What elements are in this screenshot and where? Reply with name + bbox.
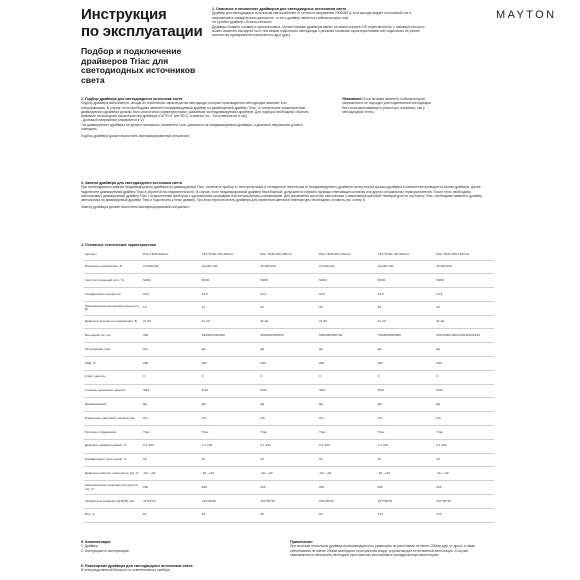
section-1-para: Драйверы бывают токовые и мультитоковые. Мультитоковые драйверы имеют на своем корпусе DIP-переключатель, с помощью которого можно изменять выходной ток и тем самым подключать светодиоды с разными токовыми характеристиками или подключать их разное количество одновременно параллельно друг другу. — [212, 24, 425, 38]
spec-value-cell: PSL-TR46-550-700mA — [318, 251, 377, 260]
spec-value-cell: ≥0.9 — [259, 288, 318, 302]
spec-value-cell: 50/60 — [201, 274, 260, 288]
spec-value-cell: -20...+40 — [142, 467, 201, 481]
spec-value-cell: ≤65 — [318, 481, 377, 495]
spec-value-cell: 94 — [318, 508, 377, 522]
spec-label-cell: Входящее напряжение, В — [84, 260, 142, 274]
spec-value-cell: 350/400/450/500 — [259, 329, 318, 343]
spec-value-cell: 170 — [377, 508, 436, 522]
spec-row — [84, 288, 494, 302]
spec-row — [84, 384, 494, 398]
spec-value-cell: ≥0.9 — [318, 288, 377, 302]
spec-value-cell: Да — [377, 343, 436, 357]
spec-label-cell: Вес, гр — [84, 508, 142, 522]
spec-value-cell: Да — [201, 343, 260, 357]
spec-label-cell: Изменение цветовой температуры — [84, 412, 142, 426]
spec-value-cell: 550/600/650/700 — [318, 329, 377, 343]
spec-label-cell: Класс защиты — [84, 370, 142, 384]
spec-value-cell: 0.1-100 — [377, 439, 436, 453]
spec-value-cell: IP20 — [318, 384, 377, 398]
spec-value-cell: AC180-240 — [318, 260, 377, 274]
spec-row — [84, 495, 494, 509]
spec-label-cell: Диммирование — [84, 398, 142, 412]
spec-value-cell: 130*38*20 — [201, 495, 260, 509]
spec-row — [84, 260, 494, 274]
spec-row — [84, 357, 494, 371]
spec-label-cell: Коэффициент пуль-сации, % — [84, 453, 142, 467]
spec-value-cell: 167*38*30 — [377, 495, 436, 509]
spec-value-cell: ≤5 — [142, 453, 201, 467]
brand-logo: MAYTON — [496, 9, 557, 21]
section-1-heading: 1. Описание и назначение драйверов для светодиодных источников света — [212, 7, 347, 11]
spec-value-cell: AC180-240 — [142, 260, 201, 274]
spec-value-cell: 151*38*30 — [259, 495, 318, 509]
spec-value-cell: ≤5 — [259, 453, 318, 467]
remark-text: При монтаже нескольких драйверов рекомендуется их размещать на расстоянии не менее 200мм друг от друга, а также обеспечивать не менее 200мм свободного пространства вокруг устройства для естественной вентиляции. В случае невозможности обеспечить свободное пространство использовать принудительную вентиляцию. — [290, 544, 476, 557]
spec-value-cell: II — [435, 370, 494, 384]
spec-label-cell: Регулировка тока — [84, 343, 142, 357]
remark-heading: Примечание: — [290, 540, 314, 544]
spec-value-cell: 151*38*30 — [318, 495, 377, 509]
spec-value-cell: ≤5 — [377, 453, 436, 467]
attention-note — [342, 97, 434, 114]
spec-value-cell: AC180-240 — [259, 260, 318, 274]
spec-value-cell: AC180-240 — [377, 260, 436, 274]
spec-value-cell: 62 — [142, 508, 201, 522]
section-package — [81, 540, 261, 553]
spec-row — [84, 274, 494, 288]
spec-value-cell: 21-40 — [259, 315, 318, 329]
spec-value-cell: ≥80 — [142, 357, 201, 371]
section-4-heading: 4. Основные технические характеристики — [81, 243, 156, 247]
spec-value-cell: ≥0.9 — [435, 288, 494, 302]
section-2-para: Ток диммируемого драйвера не должен превышать показатели тока, указанные на неадиммируемом драйвере, а диапазон напряжения должен совпадать. — [81, 123, 303, 132]
document-title — [81, 6, 203, 40]
spec-row — [84, 370, 494, 384]
spec-value-cell: 21-40 — [318, 315, 377, 329]
spec-value-cell: 170 — [435, 508, 494, 522]
spec-value-cell: Нет — [201, 412, 260, 426]
spec-label-cell: Артикул — [84, 251, 142, 260]
spec-label-cell: Степень пылевлаго защиты — [84, 384, 142, 398]
package-item: 1. Драйвер — [81, 544, 98, 549]
spec-row — [84, 481, 494, 495]
spec-value-cell: Triac — [201, 426, 260, 440]
spec-value-cell: 750/800/850/950 — [377, 329, 436, 343]
section-5-heading: 5. Комплектация — [81, 540, 111, 544]
spec-value-cell: ≤65 — [142, 481, 201, 495]
spec-value-cell: ≥80 — [201, 357, 260, 371]
remark-block — [290, 540, 490, 557]
spec-value-cell: ≤65 — [435, 481, 494, 495]
section-1-para: Драйвер для светодиодных источников света работает от сетевого напряжения 230В/50Гц, а на выходе выдает постоянный ток и напряжение в определенном диапазоне, то есть драйвер является стабилизатором тока. — [212, 11, 411, 20]
spec-label-cell: Максимальная температура корпуса (tc), С° — [84, 481, 142, 495]
spec-value-cell: 0.1-100 — [201, 439, 260, 453]
spec-value-cell: Да — [377, 398, 436, 412]
spec-row — [84, 467, 494, 481]
spec-value-cell: 20 — [259, 301, 318, 315]
spec-label-cell: КПД, % — [84, 357, 142, 371]
spec-label-cell: Габаритные размеры (Д*Ш*В), мм — [84, 495, 142, 509]
spec-value-cell: Нет — [377, 412, 436, 426]
spec-value-cell: ≤65 — [201, 481, 260, 495]
spec-value-cell: 44*44*23 — [142, 495, 201, 509]
attention-text: Блок питания является стабилизатором напряжения и не подходит для подключения светодиодов без токоограничивающего резистора, например, как у светодиодной ленты. — [342, 97, 431, 114]
spec-value-cell: PSL-TR46-750-950mA — [377, 251, 436, 260]
spec-value-cell: Да — [201, 398, 260, 412]
spec-value-cell: Triac — [142, 426, 201, 440]
spec-label-cell: Выходной ток, мА — [84, 329, 142, 343]
spec-value-cell: AC180-240 — [435, 260, 494, 274]
spec-value-cell: 21-40 — [201, 315, 260, 329]
spec-value-cell: IP20 — [201, 384, 260, 398]
spec-value-cell: II — [377, 370, 436, 384]
spec-label-cell: Диапазон рабочих температур (tc), С° — [84, 467, 142, 481]
spec-value-cell: 50/60 — [318, 274, 377, 288]
section-3-para: Замену драйвера должен выполнить квалифицированный специалист. — [81, 204, 190, 209]
spec-label-cell: Диапазон диммиро-вания, % — [84, 439, 142, 453]
spec-value-cell: ≤65 — [259, 481, 318, 495]
spec-value-cell: 21-40 — [377, 315, 436, 329]
spec-value-cell: II — [318, 370, 377, 384]
spec-value-cell: 50/60 — [435, 274, 494, 288]
spec-value-cell: -20...+40 — [377, 467, 436, 481]
section-3-heading: 3. Замена драйвера для светодиодного источника света — [81, 181, 182, 185]
spec-value-cell: Да — [142, 398, 201, 412]
spec-value-cell: IP20 — [259, 384, 318, 398]
spec-value-cell: 50/60 — [377, 274, 436, 288]
section-placement — [81, 564, 261, 573]
spec-value-cell: 12 — [201, 301, 260, 315]
spec-value-cell: Нет — [435, 412, 494, 426]
title-line-2: по эксплуатации — [81, 23, 203, 40]
section-1-para: Не путайте драйвер с блоком питания! — [212, 20, 272, 25]
spec-value-cell: ≥80 — [318, 357, 377, 371]
section-driver-selection — [81, 97, 311, 138]
specifications-table — [84, 251, 494, 523]
document-subtitle: Подбор и подключение драйверов Triac для светодиодных источников света — [81, 46, 196, 85]
spec-value-cell: Нет — [142, 412, 201, 426]
spec-value-cell: ≤5 — [318, 453, 377, 467]
spec-label-cell: Диапазон выходного напряжения, В — [84, 315, 142, 329]
section-2-para: - Диапазон напряжения (измеряется в V) — [81, 118, 144, 123]
spec-label-cell: Частота питающей сети, Гц — [84, 274, 142, 288]
spec-value-cell: 35 — [377, 301, 436, 315]
spec-row — [84, 329, 494, 343]
spec-value-cell: 94 — [201, 508, 260, 522]
spec-value-cell: -20...+40 — [435, 467, 494, 481]
spec-value-cell: -20...+40 — [318, 467, 377, 481]
spec-value-cell: PSL-TR46-300mA — [142, 251, 201, 260]
spec-value-cell: Нет — [259, 412, 318, 426]
section-2-heading: 2. Подбор драйвера для светодиодного источника света — [81, 97, 183, 101]
section-6-heading: 6. Размещение драйвера для светодиодных источников света — [81, 564, 193, 568]
spec-label-cell: Коэффициент мощности — [84, 288, 142, 302]
spec-value-cell: 30 — [318, 301, 377, 315]
spec-row — [84, 315, 494, 329]
spec-value-cell: AC180-240 — [201, 260, 260, 274]
spec-value-cell: Triac — [259, 426, 318, 440]
section-2-para: Подбор драйвера выполняется, исходя из технических характеристик светодиода, которые производитель светодиодов заявляет в их спецификациях. В случае, если необходимо заменить неадиммируемый драйвер на диммируемый драйвер Triac, то технические характеристики диммируемого драйвера должны быть аналогичны характеристикам, указанным на неадиммируемом драйвере. Для подбора необходимо обратить внимание на выходные характеристики драйвера (OUTPUT или SEC), а именно на: - Ток (измеряется в mA) — [81, 101, 310, 118]
spec-value-cell: -20...+40 — [201, 467, 260, 481]
spec-value-cell: ≤5 — [201, 453, 260, 467]
spec-value-cell: 150/200/230/300 — [201, 329, 260, 343]
section-3-para: При необходимости замены неадиммируемого драйвера на диммируемый Triac, отключите прибор от электропитания и отсоедините светильник от неадиммируемого драйвера путем снятия крышки драйвера и извлечения проводов из клемм драйвера. Далее подключите диммируемый драйвер Triac в обратной последовательности. В случае, если неадиммируемый драйвер неразборный, допускается отрезать провода отвечающих колпачек или других специальных термоусилителей. После этого необходимо смонтировать диммируемый драйвер Triac с отделителями прибором с удлиненными проводами или специальными клеммниками. Для управления яркостью светильника с изменяемой цветовой температурой по протоколу Triac, необходимо заменить драйвер светильника на диммируемый драйвер Triac и подключить к нему диммер. При этом переключатель драйвера для изменения цветовой температуры необходимо оставить (см. схему 2). — [81, 185, 483, 202]
section-driver-replacement — [81, 181, 491, 209]
spec-value-cell: PSL-TR46-950-1200mA — [435, 251, 494, 260]
section-6-text: В непосредственной близости от осветительного прибора — [81, 568, 170, 573]
package-item: 2. Инструкция по эксплуатации — [81, 549, 129, 554]
spec-value-cell: 167*38*30 — [435, 495, 494, 509]
spec-value-cell: 0.1-100 — [318, 439, 377, 453]
spec-value-cell: 0.1-100 — [142, 439, 201, 453]
spec-value-cell: ≥80 — [259, 357, 318, 371]
spec-value-cell: Нет — [318, 412, 377, 426]
spec-value-cell: PSL-TR46-150-300mA — [201, 251, 260, 260]
spec-value-cell: IP20 — [435, 384, 494, 398]
spec-value-cell: IP54 — [142, 384, 201, 398]
spec-label-cell: Максимальная выходящая мощность, Вт — [84, 301, 142, 315]
spec-value-cell: ≥80 — [377, 357, 436, 371]
spec-value-cell: 950/1000/1050/1100/1150/1200 — [435, 329, 494, 343]
spec-value-cell: II — [201, 370, 260, 384]
spec-value-cell: Нет — [142, 343, 201, 357]
section-2-para: Подбор драйвера должен выполнить квалифицированный специалист. — [81, 134, 191, 139]
spec-value-cell: Да — [318, 343, 377, 357]
section-description — [212, 7, 427, 37]
spec-value-cell: 50/60 — [142, 274, 201, 288]
spec-row — [84, 439, 494, 453]
spec-value-cell: 50/60 — [259, 274, 318, 288]
spec-value-cell: -20...+40 — [259, 467, 318, 481]
spec-row — [84, 508, 494, 522]
spec-value-cell: IP20 — [377, 384, 436, 398]
spec-value-cell: Да — [259, 343, 318, 357]
spec-value-cell: 300 — [142, 329, 201, 343]
spec-value-cell: Triac — [318, 426, 377, 440]
spec-value-cell: II — [259, 370, 318, 384]
spec-value-cell: 21-40 — [142, 315, 201, 329]
spec-value-cell: Triac — [377, 426, 436, 440]
spec-value-cell: ≥0.9 — [142, 288, 201, 302]
spec-row — [84, 453, 494, 467]
spec-row — [84, 398, 494, 412]
spec-value-cell: 0.1-100 — [259, 439, 318, 453]
spec-value-cell: ≤65 — [377, 481, 436, 495]
spec-label-cell: Протокол управления — [84, 426, 142, 440]
spec-value-cell: 21-40 — [435, 315, 494, 329]
spec-row — [84, 343, 494, 357]
spec-value-cell: PSL-TR46-350-500mA — [259, 251, 318, 260]
spec-value-cell: Да — [435, 343, 494, 357]
spec-value-cell: ≥80 — [435, 357, 494, 371]
spec-value-cell: Triac — [435, 426, 494, 440]
spec-value-cell: ≥0.9 — [377, 288, 436, 302]
spec-value-cell: Да — [259, 398, 318, 412]
spec-value-cell: 40 — [435, 301, 494, 315]
spec-header-row — [84, 251, 494, 260]
spec-value-cell: 0.1-100 — [435, 439, 494, 453]
title-line-1: Инструкция — [81, 6, 167, 23]
spec-row — [84, 426, 494, 440]
attention-heading: *Внимание! — [342, 97, 363, 101]
spec-row — [84, 412, 494, 426]
spec-value-cell: ≤5 — [435, 453, 494, 467]
spec-value-cell: Да — [435, 398, 494, 412]
spec-value-cell: 90 — [259, 508, 318, 522]
spec-row — [84, 301, 494, 315]
spec-value-cell: Да — [318, 398, 377, 412]
spec-value-cell: ≥0.9 — [201, 288, 260, 302]
spec-value-cell: II — [142, 370, 201, 384]
spec-value-cell: 12 — [142, 301, 201, 315]
